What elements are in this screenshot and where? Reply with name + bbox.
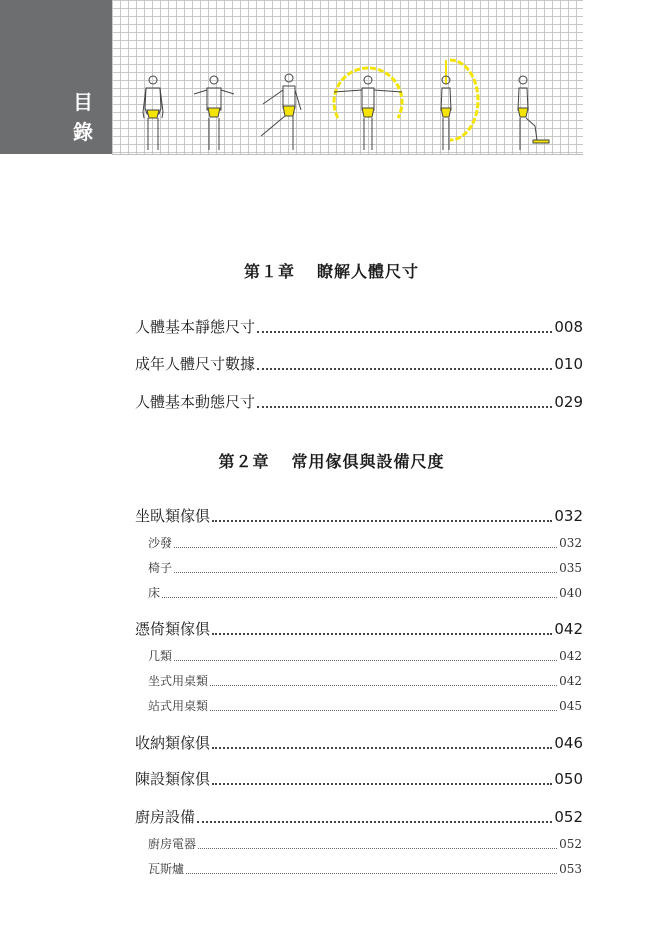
header-band	[0, 0, 583, 154]
toc-subentry-page: 035	[559, 561, 582, 575]
leader-dots	[162, 593, 557, 598]
toc-entry-page: 042	[554, 620, 583, 638]
toc-subentry[interactable]	[148, 584, 582, 601]
figure-arms-extended	[194, 76, 234, 150]
toc-tab-char-2: 錄	[73, 120, 93, 144]
figure-reach-up-side	[441, 60, 478, 150]
toc-entry-page: 032	[554, 507, 583, 525]
leader-dots	[174, 656, 557, 661]
chapter-2-number: 第２章	[218, 452, 270, 471]
toc-subentry-label: 床	[148, 586, 161, 600]
leader-dots	[257, 402, 552, 408]
toc-entry[interactable]	[135, 768, 583, 789]
figure-arm-sweep	[334, 68, 402, 150]
leader-dots	[212, 743, 552, 749]
toc-subentry[interactable]	[148, 672, 582, 689]
figure-leg-extended	[261, 74, 301, 150]
leader-dots	[212, 516, 552, 522]
chapter-2-title: 常用傢俱與設備尺度	[291, 452, 445, 471]
toc-subentry-page: 042	[559, 674, 582, 688]
toc-subentry-label: 沙發	[148, 536, 173, 550]
human-figures-illustration	[112, 0, 583, 154]
toc-entry-label: 成年人體尺寸數據	[135, 355, 256, 373]
leader-dots	[212, 779, 552, 785]
leader-dots	[198, 844, 557, 849]
toc-subentry[interactable]	[148, 860, 582, 877]
toc-tab-char-1: 目	[73, 90, 93, 114]
toc-entry[interactable]	[135, 618, 583, 639]
leader-dots	[257, 364, 552, 370]
toc-entry-page: 050	[554, 770, 583, 788]
toc-entry-label: 憑倚類傢俱	[135, 620, 211, 638]
leader-dots	[210, 706, 557, 711]
toc-subentry-label: 几類	[148, 649, 173, 663]
toc-entry-page: 046	[554, 734, 583, 752]
leader-dots	[257, 327, 552, 333]
toc-entry-label: 廚房設備	[135, 808, 196, 826]
chapter-1-heading	[0, 259, 663, 282]
toc-entry-label: 收納類傢俱	[135, 734, 211, 752]
leader-dots	[186, 869, 557, 874]
leader-dots	[174, 568, 557, 573]
chapter-2-heading	[0, 449, 663, 472]
figure-step-side	[518, 76, 549, 150]
toc-entry-page: 008	[554, 318, 583, 336]
toc-tab	[0, 0, 112, 154]
toc-entry-label: 人體基本動態尺寸	[135, 393, 256, 411]
leader-dots	[174, 543, 557, 548]
toc-subentry-page: 053	[559, 862, 582, 876]
toc-subentry[interactable]	[148, 559, 582, 576]
toc-subentry-page: 040	[559, 586, 582, 600]
toc-entry[interactable]	[135, 353, 583, 374]
toc-subentry[interactable]	[148, 647, 582, 664]
toc-entry-page: 010	[554, 355, 583, 373]
toc-subentry-label: 瓦斯爐	[148, 862, 185, 876]
toc-entry-label: 人體基本靜態尺寸	[135, 318, 256, 336]
toc-entry[interactable]	[135, 391, 583, 412]
toc-subentry-label: 廚房電器	[148, 837, 197, 851]
toc-entry-page: 052	[554, 808, 583, 826]
toc-entry-label: 陳設類傢俱	[135, 770, 211, 788]
toc-subentry-page: 032	[559, 536, 582, 550]
figure-standing-front	[143, 76, 163, 150]
toc-subentry-label: 站式用桌類	[148, 699, 209, 713]
toc-entry[interactable]	[135, 732, 583, 753]
toc-subentry-page: 045	[559, 699, 582, 713]
toc-subentry-page: 052	[559, 837, 582, 851]
toc-subentry[interactable]	[148, 835, 582, 852]
chapter-1-number: 第１章	[243, 262, 295, 281]
toc-subentry[interactable]	[148, 534, 582, 551]
toc-subentry[interactable]	[148, 697, 582, 714]
leader-dots	[210, 681, 557, 686]
toc-entry[interactable]	[135, 505, 583, 526]
toc-entry-page: 029	[554, 393, 583, 411]
toc-entry[interactable]	[135, 806, 583, 827]
toc-entry[interactable]	[135, 316, 583, 337]
toc-subentry-page: 042	[559, 649, 582, 663]
leader-dots	[212, 629, 552, 635]
toc-subentry-label: 坐式用桌類	[148, 674, 209, 688]
toc-entry-label: 坐臥類傢俱	[135, 507, 211, 525]
leader-dots	[197, 817, 552, 823]
chapter-1-title: 瞭解人體尺寸	[317, 262, 420, 281]
toc-subentry-label: 椅子	[148, 561, 173, 575]
